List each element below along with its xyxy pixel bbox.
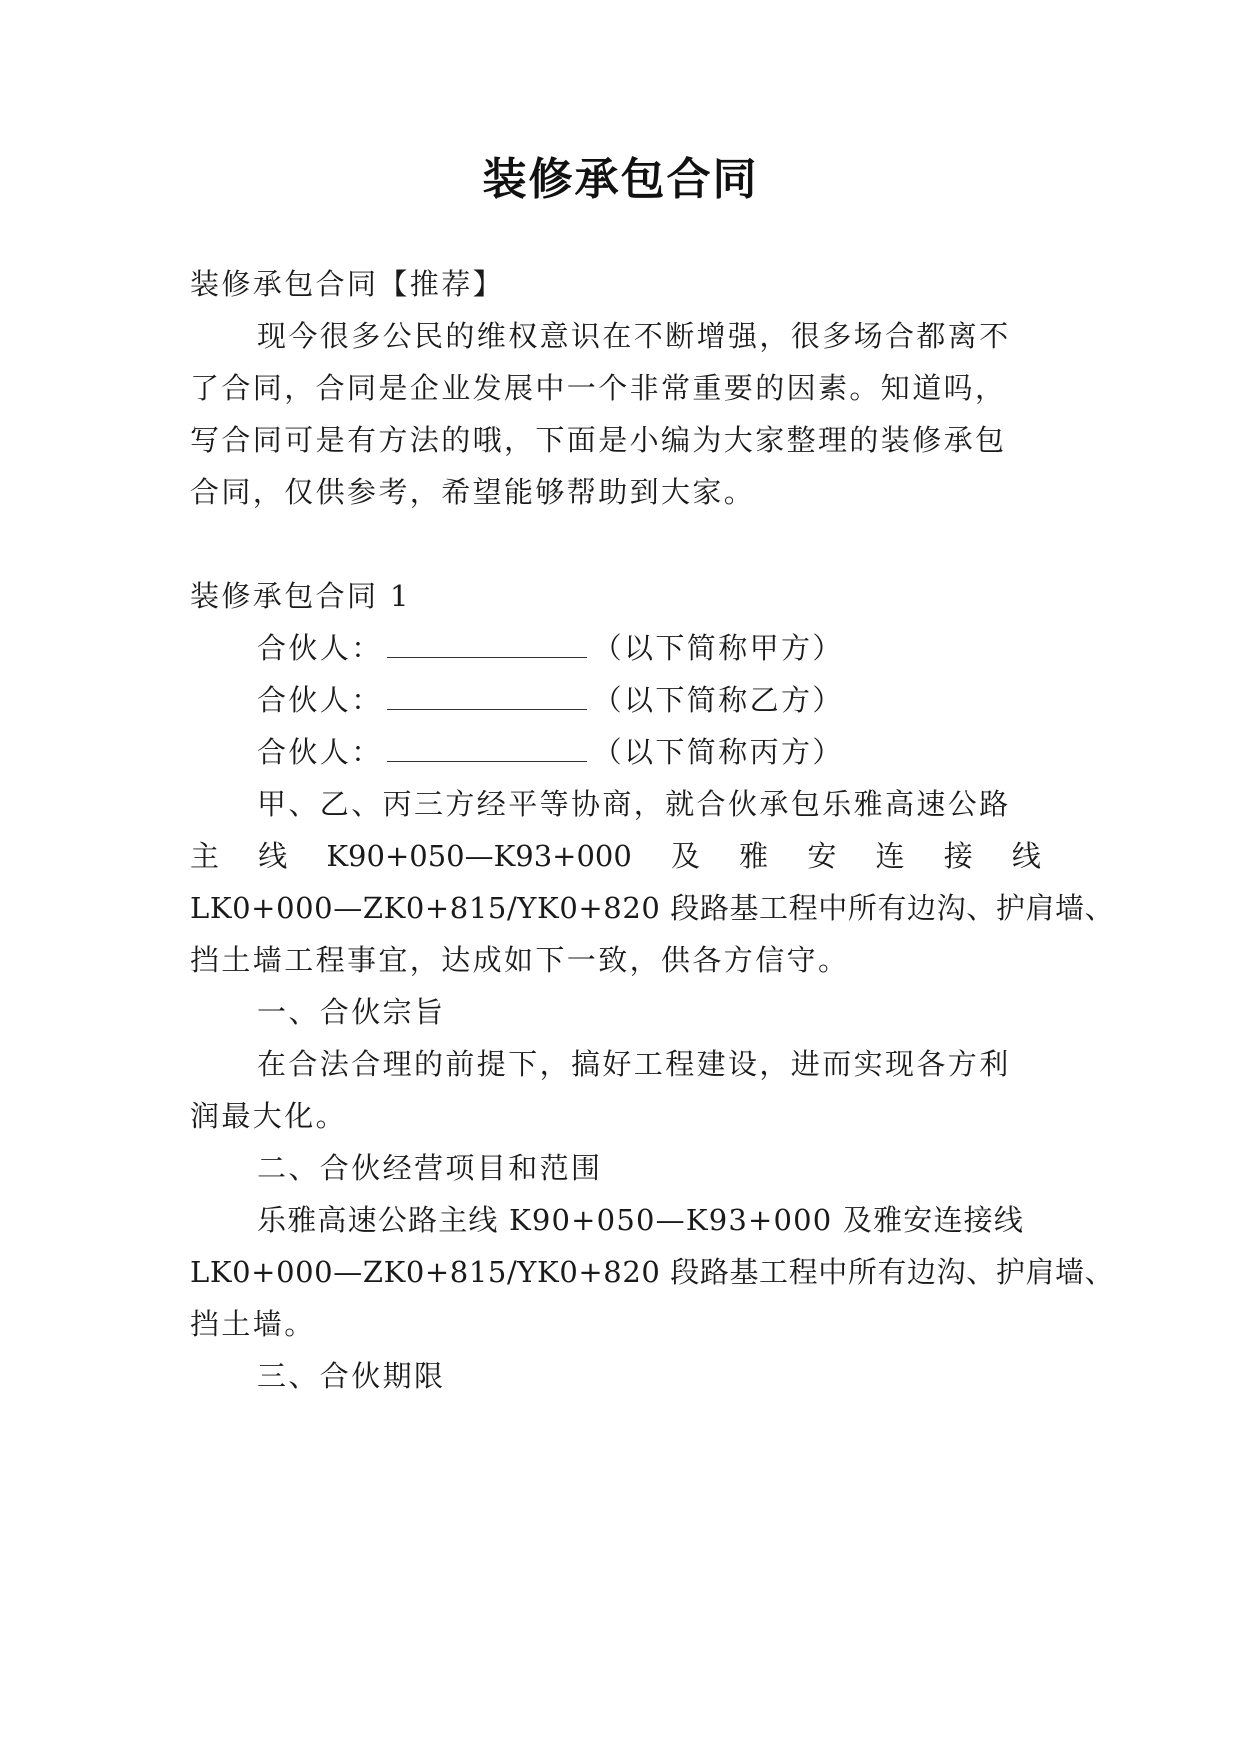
intro-heading: 装修承包合同【推荐】 bbox=[190, 267, 505, 301]
section-3-heading: 三、合伙期限 bbox=[257, 1359, 446, 1393]
agreement-line: 挡土墙工程事宜，达成如下一致，供各方信守。 bbox=[190, 943, 850, 977]
signature-blank bbox=[387, 683, 587, 710]
word: 主 bbox=[190, 839, 220, 873]
agreement-line: 甲、乙、丙三方经平等协商，就合伙承包乐雅高速公路 bbox=[257, 787, 1011, 821]
word: 连 bbox=[875, 839, 905, 873]
word: K90+050—K93+000 bbox=[326, 839, 632, 873]
intro-paragraph-line: 写合同可是有方法的哦，下面是小编为大家整理的装修承包 bbox=[190, 423, 1007, 457]
partner-line-bing bbox=[257, 732, 844, 772]
partner-label: 合伙人： bbox=[257, 631, 383, 665]
intro-paragraph-line: 了合同，合同是企业发展中一个非常重要的因素。知道吗， bbox=[190, 371, 1007, 405]
partner-label: 合伙人： bbox=[257, 683, 383, 717]
section-1-body: 润最大化。 bbox=[190, 1099, 348, 1133]
partner-note: （以下简称丙方） bbox=[592, 735, 844, 769]
word: 安 bbox=[807, 839, 837, 873]
intro-paragraph-line: 合同，仅供参考，希望能够帮助到大家。 bbox=[190, 475, 756, 509]
word: 雅 bbox=[739, 839, 769, 873]
section-2-body: 乐雅高速公路主线 K90+050—K93+000 及雅安连接线 bbox=[257, 1203, 1025, 1237]
agreement-line-justified bbox=[190, 836, 1041, 876]
word: 线 bbox=[258, 839, 288, 873]
partner-line-yi bbox=[257, 680, 844, 720]
partner-note: （以下简称乙方） bbox=[592, 683, 844, 717]
partner-note: （以下简称甲方） bbox=[592, 631, 844, 665]
section-1-heading: 一、合伙宗旨 bbox=[257, 995, 446, 1029]
intro-paragraph-line: 现今很多公民的维权意识在不断增强，很多场合都离不 bbox=[257, 319, 1011, 353]
partner-label: 合伙人： bbox=[257, 735, 383, 769]
contract-heading: 装修承包合同 1 bbox=[190, 579, 411, 613]
word: 及 bbox=[670, 839, 700, 873]
section-2-heading: 二、合伙经营项目和范围 bbox=[257, 1151, 603, 1185]
signature-blank bbox=[387, 631, 587, 658]
document-title: 装修承包合同 bbox=[482, 154, 759, 205]
word: 线 bbox=[1011, 839, 1041, 873]
section-1-body: 在合法合理的前提下，搞好工程建设，进而实现各方利 bbox=[257, 1047, 1011, 1081]
agreement-line: LK0+000—ZK0+815/YK0+820 段路基工程中所有边沟、护肩墙、 bbox=[190, 891, 1115, 925]
section-2-body: 挡土墙。 bbox=[190, 1307, 316, 1341]
partner-line-jia bbox=[257, 628, 844, 668]
section-2-body: LK0+000—ZK0+815/YK0+820 段路基工程中所有边沟、护肩墙、 bbox=[190, 1255, 1115, 1289]
signature-blank bbox=[387, 735, 587, 762]
word: 接 bbox=[943, 839, 973, 873]
